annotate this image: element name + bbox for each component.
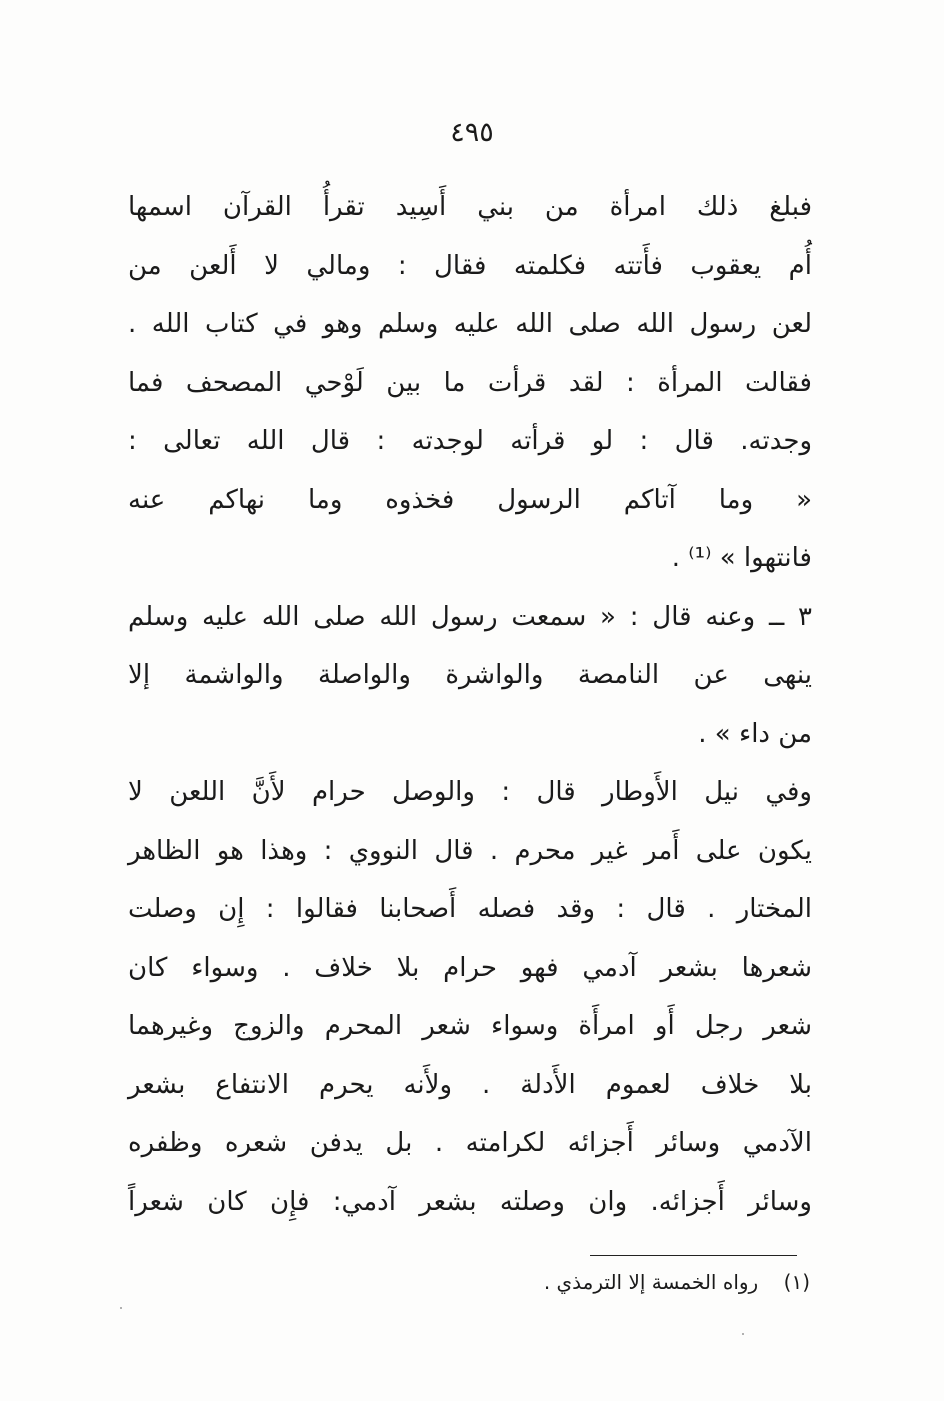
commentary-line: الآدمي وسائر أَجزائه لكرامته . بل يدفن شعره وظفره: [128, 1128, 812, 1158]
commentary-line: بلا خلاف لعموم الأَدلة . ولأَنه يحرم الانتفاع بشعر: [128, 1069, 812, 1100]
hadith-line: ينهى عن النامصة والواشرة والواصلة والواشمة إلا: [128, 660, 812, 690]
print-speck: [120, 1307, 122, 1309]
body-text: [128, 178, 812, 1231]
quote-line: فانتهوا » ⁽¹⁾ .: [671, 543, 812, 573]
footnote-marker: (١): [783, 1270, 810, 1294]
text-line: أُم يعقوب فأَتته فكلمته فقال : ومالي لا أَلعن من: [128, 250, 812, 281]
text-line: لعن رسول الله صلى الله عليه وسلم وهو في كتاب الله .: [128, 309, 812, 339]
footnote: [440, 1266, 810, 1298]
print-speck: [742, 1333, 744, 1335]
page-number: ٤٩٥: [450, 117, 494, 148]
footnote-divider: [590, 1255, 797, 1256]
commentary-line: شعرها بشعر آدمي فهو حرام بلا خلاف . وسواء كان: [128, 952, 812, 983]
commentary-line: يكون على أَمر غير محرم . قال النووي : وهذا هو الظاهر: [128, 835, 812, 866]
text-line: فبلغ ذلك امرأة من بني أَسِيد تقرأُ القرآن اسمها: [128, 192, 812, 222]
quote-line: « وما آتاكم الرسول فخذوه وما نهاكم عنه: [128, 484, 812, 515]
text-line: وجدته. قال : لو قرأته لوجدته : قال الله تعالى :: [128, 426, 812, 456]
commentary-line: وسائر أَجزائه. وان وصلته بشعر آدمي: فإِن كان شعراً: [128, 1186, 812, 1217]
commentary-line: المختار . قال : وقد فصله أَصحابنا فقالوا : إِن وصلت: [128, 894, 812, 924]
hadith-line: ٣ ــ وعنه قال : « سمعت رسول الله صلى الله عليه وسلم: [128, 601, 812, 632]
hadith-line: من داء » .: [698, 718, 812, 749]
commentary-line: وفي نيل الأَوطار قال : والوصل حرام لأَنَّ اللعن لا: [128, 777, 812, 807]
footnote-text: رواه الخمسة إلا الترمذي .: [543, 1270, 759, 1294]
commentary-line: شعر رجل أَو امرأَة وسواء شعر المحرم والزوج وغيرهما: [128, 1011, 812, 1041]
text-line: فقالت المرأة : لقد قرأت ما بين لَوْحي المصحف فما: [128, 367, 812, 398]
